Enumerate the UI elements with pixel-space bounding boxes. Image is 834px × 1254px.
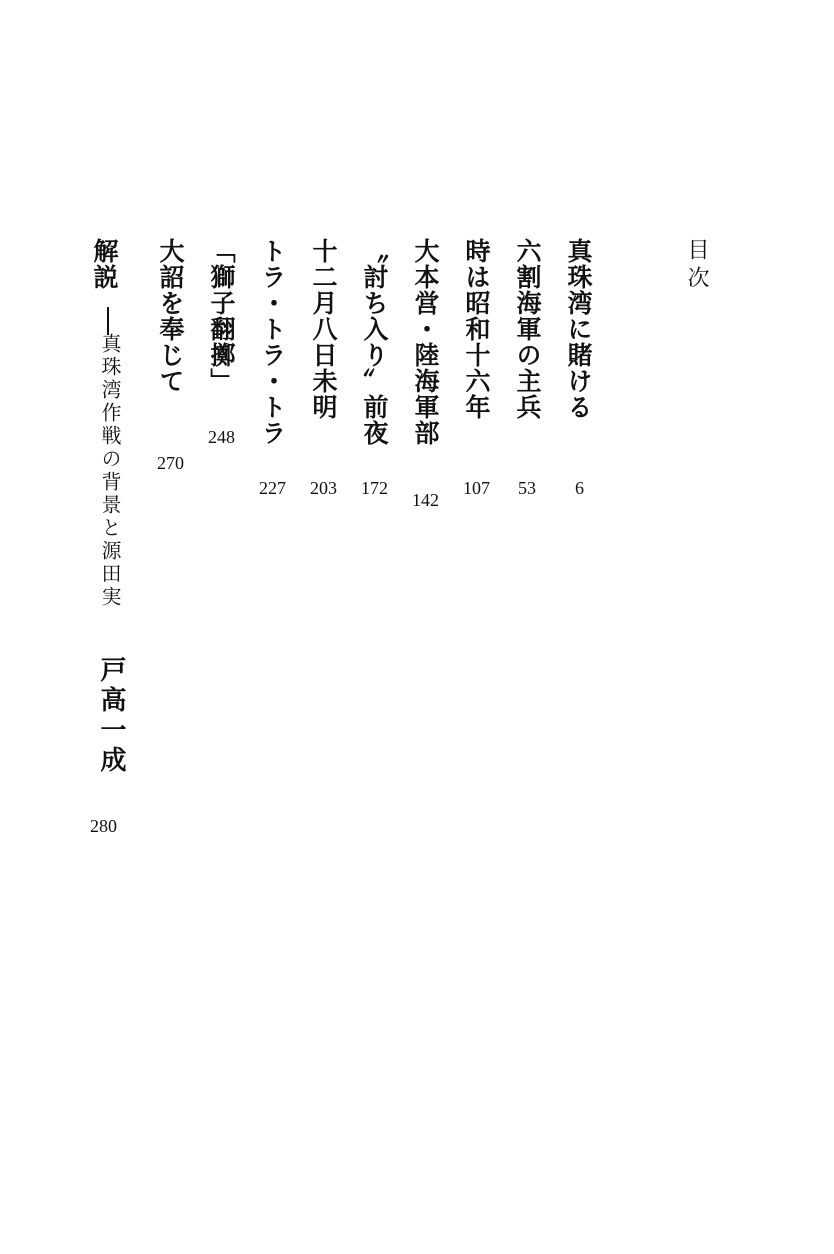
toc-entry-page-5: 172 <box>361 478 388 498</box>
commentary-page: 280 <box>90 816 117 836</box>
commentary-subtitle: 真珠湾作戦の背景と源田実 <box>98 333 122 609</box>
toc-entry-page-2: 53 <box>518 478 536 498</box>
toc-entry-title-9[interactable]: 大詔を奉じて <box>156 238 185 394</box>
toc-entry-title-8[interactable]: 「獅子翻擲」 <box>207 238 236 394</box>
commentary-author: 戸高一成 <box>96 656 126 776</box>
toc-entry-page-1: 6 <box>575 478 584 498</box>
toc-entry-title-6[interactable]: 十二月八日未明 <box>309 238 338 420</box>
toc-entry-page-4: 142 <box>412 490 439 510</box>
toc-entry-page-6: 203 <box>310 478 337 498</box>
toc-entry-page-7: 227 <box>259 478 286 498</box>
toc-entry-title-1[interactable]: 真珠湾に賭ける <box>564 238 593 420</box>
em-dash-divider <box>107 307 109 335</box>
toc-entry-page-8: 248 <box>208 427 235 447</box>
toc-entry-title-7[interactable]: トラ・トラ・トラ <box>258 238 287 446</box>
toc-entry-page-9: 270 <box>157 453 184 473</box>
toc-entry-title-5[interactable]: 〝討ち入り〟前夜 <box>360 238 389 446</box>
toc-entry-page-3: 107 <box>463 478 490 498</box>
toc-heading: 目次 <box>684 238 709 294</box>
toc-entry-title-2[interactable]: 六割海軍の主兵 <box>513 238 542 420</box>
commentary-label[interactable]: 解説 <box>90 238 119 290</box>
toc-entry-title-3[interactable]: 時は昭和十六年 <box>462 238 491 420</box>
toc-entry-title-4[interactable]: 大本営・陸海軍部 <box>411 238 440 446</box>
